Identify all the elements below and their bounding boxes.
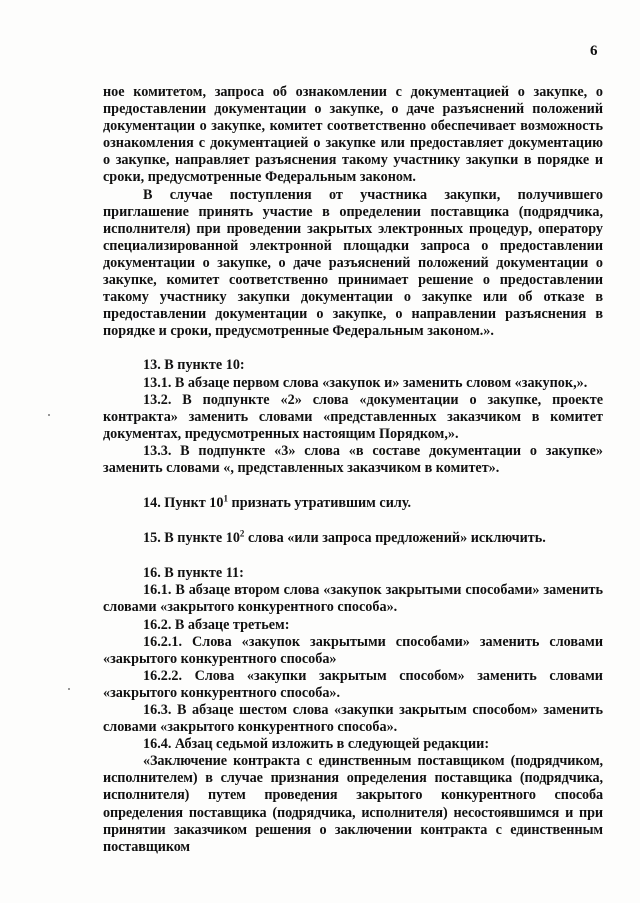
item-13-heading: 13. В пункте 10:	[143, 357, 245, 374]
item-14	[103, 495, 603, 512]
item-16-heading: 16. В пункте 11:	[143, 565, 244, 582]
page-number: 6	[590, 43, 598, 59]
item-15-tail: слова «или запроса предложений» исключить.	[244, 530, 546, 547]
paragraph-procedures: В случае поступления от участника закупки, получившего приглашение принять участие в определении поставщика (подрядчика, исполнителя) при проведении закрытых электронных процедур, оператору специализированной электронной площадки запроса о предоставлении документации о закупке, о даче разъяснений положений документации о закупке, комитет соответственно принимает решение о предоставлении такому участнику закупки документации о закупке или об отказе в предоставлении документации о закупке, о направлении разъяснения в порядке и сроки, предусмотренные Федеральным законом.».	[103, 186, 603, 340]
item-13-1: 13.1. В абзаце первом слова «закупок и» заменить словом «закупок,».	[143, 374, 588, 391]
document-body	[103, 84, 603, 856]
paragraph-continuation: ное комитетом, запроса об ознакомлении с документацией о закупке, о предоставлении документации о закупке, о даче разъяснений положений документации о закупке, комитет соответственно обеспечивает возможность ознакомления с документацией о закупке или предоставляет документацию о закупке, направляет разъяснения такому участнику закупки в порядке и сроки, предусмотренные Федеральным законом.	[103, 84, 603, 186]
item-16-2: 16.2. В абзаце третьем:	[143, 616, 290, 633]
item-16-2-1: 16.2.1. Слова «закупок закрытыми способами» заменить словами «закрытого конкурентного способа»	[103, 633, 603, 667]
item-14-superscript: 1	[223, 493, 228, 504]
scan-speck	[48, 414, 50, 416]
item-15-text: 15. В пункте 10	[143, 530, 240, 547]
item-16-4: 16.4. Абзац седьмой изложить в следующей редакции:	[143, 736, 490, 753]
item-16-2-2: 16.2.2. Слова «закупки закрытым способом» заменить словами «закрытого конкурентного способа».	[103, 667, 603, 701]
scan-speck	[68, 688, 70, 690]
item-14-text: 14. Пункт 10	[143, 495, 224, 512]
item-16-1: 16.1. В абзаце втором слова «закупок закрытыми способами» заменить словами «закрытого конкурентного способа».	[103, 582, 603, 616]
item-16-3: 16.3. В абзаце шестом слова «закупки закрытым способом» заменить словами «закрытого конкурентного способа».	[103, 702, 603, 736]
item-13-2: 13.2. В подпункте «2» слова «документации о закупке, проекте контракта» заменить словами «представленных заказчиком в комитет документах, предусмотренных настоящим Порядком,».	[103, 391, 603, 442]
item-13-3: 13.3. В подпункте «3» слова «в составе документации о закупке» заменить словами «, представленных заказчиком в комитет».	[103, 442, 603, 476]
item-14-tail: признать утратившим силу.	[227, 495, 412, 512]
item-16-4-quote: «Заключение контракта с единственным поставщиком (подрядчиком, исполнителем) в случае признания определения поставщика (подрядчика, исполнителя) путем проведения закрытого конкурентного способа определения поставщика (подрядчика, исполнителя) несостоявшимся и при принятии заказчиком решения о заключении контракта с единственным поставщиком	[103, 753, 603, 855]
item-15-superscript: 2	[239, 528, 245, 539]
item-15	[103, 530, 603, 547]
